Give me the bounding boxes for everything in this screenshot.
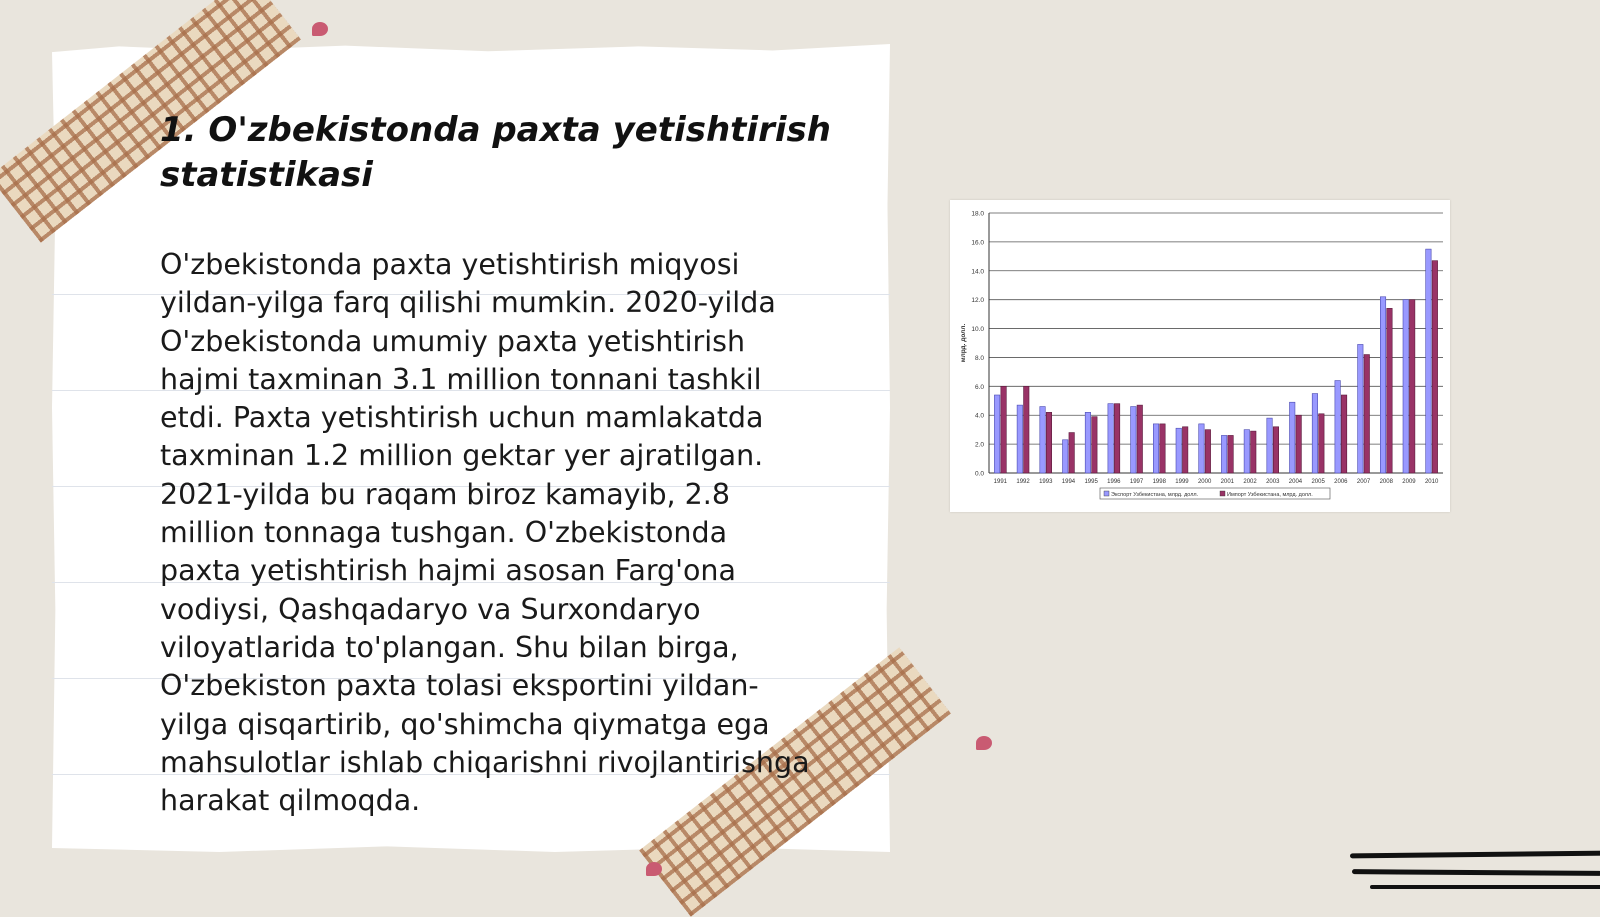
bar-export: [1221, 435, 1226, 473]
bar-export: [1040, 407, 1045, 473]
y-tick-label: 12.0: [971, 297, 984, 305]
legend-label: Импорт Узбекистана, млрд. долл.: [1227, 492, 1313, 498]
bar-export: [1017, 405, 1022, 473]
bar-export: [1312, 394, 1317, 473]
x-tick-label: 1998: [1152, 479, 1166, 485]
brush-stroke-decoration: [1350, 851, 1600, 859]
y-tick-label: 8.0: [974, 354, 984, 362]
bar-export: [1108, 404, 1113, 473]
bar-export: [1244, 430, 1249, 473]
x-tick-label: 2006: [1334, 479, 1348, 485]
bar-import: [1296, 415, 1301, 473]
pin-decoration: [312, 22, 328, 36]
legend-label: Экспорт Узбекистана, млрд. долл.: [1111, 492, 1199, 498]
y-tick-label: 18.0: [971, 210, 984, 218]
bar-export: [1380, 297, 1385, 473]
bar-import: [1251, 431, 1256, 473]
bar-import: [1387, 308, 1392, 473]
bar-export: [1085, 412, 1090, 473]
x-tick-label: 2007: [1356, 479, 1371, 485]
bar-import: [1092, 417, 1097, 473]
bar-import: [1319, 414, 1324, 473]
bar-import: [1341, 395, 1346, 473]
x-tick-label: 2005: [1311, 479, 1325, 485]
bar-import: [1228, 435, 1233, 473]
bar-export: [1153, 424, 1158, 473]
x-tick-label: 2004: [1288, 479, 1303, 485]
y-tick-label: 10.0: [971, 326, 984, 334]
bar-import: [1409, 300, 1414, 473]
bar-chart: [950, 200, 1450, 512]
bar-export: [1063, 440, 1068, 473]
x-tick-label: 2001: [1220, 479, 1235, 485]
x-tick-label: 1995: [1084, 479, 1098, 485]
bar-export: [994, 395, 999, 473]
bar-export: [1426, 249, 1431, 473]
y-tick-label: 6.0: [974, 383, 984, 391]
bar-import: [1114, 404, 1119, 473]
x-tick-label: 1994: [1061, 479, 1076, 485]
bar-import: [1364, 355, 1369, 473]
bar-import: [1046, 412, 1051, 473]
brush-stroke-decoration: [1370, 885, 1600, 889]
slide-title: 1. O'zbekistonda paxta yetishtirish statistikasi: [160, 110, 831, 195]
x-tick-label: 1992: [1016, 479, 1030, 485]
bar-export: [1176, 428, 1181, 473]
bar-import: [1024, 386, 1029, 473]
bar-import: [1182, 427, 1187, 473]
brush-stroke-decoration: [1352, 869, 1600, 876]
bar-export: [1131, 407, 1136, 473]
x-tick-label: 2003: [1266, 479, 1280, 485]
x-tick-label: 1999: [1175, 479, 1189, 485]
x-tick-label: 1996: [1107, 479, 1121, 485]
bar-chart-svg: [950, 200, 1450, 512]
x-tick-label: 1991: [993, 479, 1008, 485]
bar-import: [1001, 386, 1006, 473]
x-tick-label: 2008: [1379, 479, 1393, 485]
bar-export: [1358, 344, 1363, 473]
y-tick-label: 14.0: [971, 268, 984, 276]
bar-export: [1199, 424, 1204, 473]
y-tick-label: 16.0: [971, 239, 984, 247]
y-tick-label: 2.0: [974, 441, 984, 449]
pin-decoration: [646, 862, 662, 876]
x-tick-label: 2009: [1402, 479, 1416, 485]
bar-export: [1403, 300, 1408, 473]
legend-swatch: [1104, 491, 1109, 496]
y-tick-label: 0.0: [974, 470, 984, 478]
bar-import: [1205, 430, 1210, 473]
bar-export: [1267, 418, 1272, 473]
bar-export: [1290, 402, 1295, 473]
x-tick-label: 2002: [1243, 479, 1257, 485]
bar-import: [1069, 433, 1074, 473]
y-tick-label: 4.0: [974, 412, 984, 420]
legend-swatch: [1220, 491, 1225, 496]
bar-import: [1137, 405, 1142, 473]
x-tick-label: 2010: [1424, 479, 1439, 485]
slide-body-text: O'zbekistonda paxta yetishtirish miqyosi yildan-yilga farq qilishi mumkin. 2020-yilda O'zbekistonda umumiy paxta yetishtirish hajmi taxminan 3.1 million tonnani tashkil etdi. Paxta yetishtirish uchun mamlakatda taxminan 1.2 million gektar yer ajratilgan. 2021-yilda bu raqam biroz kamayib, 2.8 million tonnaga tushgan. O'zbekistonda paxta yetishtirish hajmi asosan Farg'ona vodiysi, Qashqadaryo va Surxondaryo viloyatlarida to'plangan. Shu bilan birga, O'zbekiston paxta tolasi eksportini yildan-yilga qisqartirib, qo'shimcha qiymatga ega mahsulotlar ishlab chiqarishni rivojlantirishga harakat qilmoqda.: [160, 248, 810, 818]
y-axis-label: млрд. долл.: [960, 323, 967, 363]
bar-export: [1335, 381, 1340, 473]
bar-import: [1160, 424, 1165, 473]
x-tick-label: 2000: [1197, 479, 1212, 485]
bar-import: [1432, 261, 1437, 473]
x-tick-label: 1993: [1039, 479, 1053, 485]
bar-import: [1273, 427, 1278, 473]
pin-decoration: [976, 736, 992, 750]
x-tick-label: 1997: [1129, 479, 1144, 485]
